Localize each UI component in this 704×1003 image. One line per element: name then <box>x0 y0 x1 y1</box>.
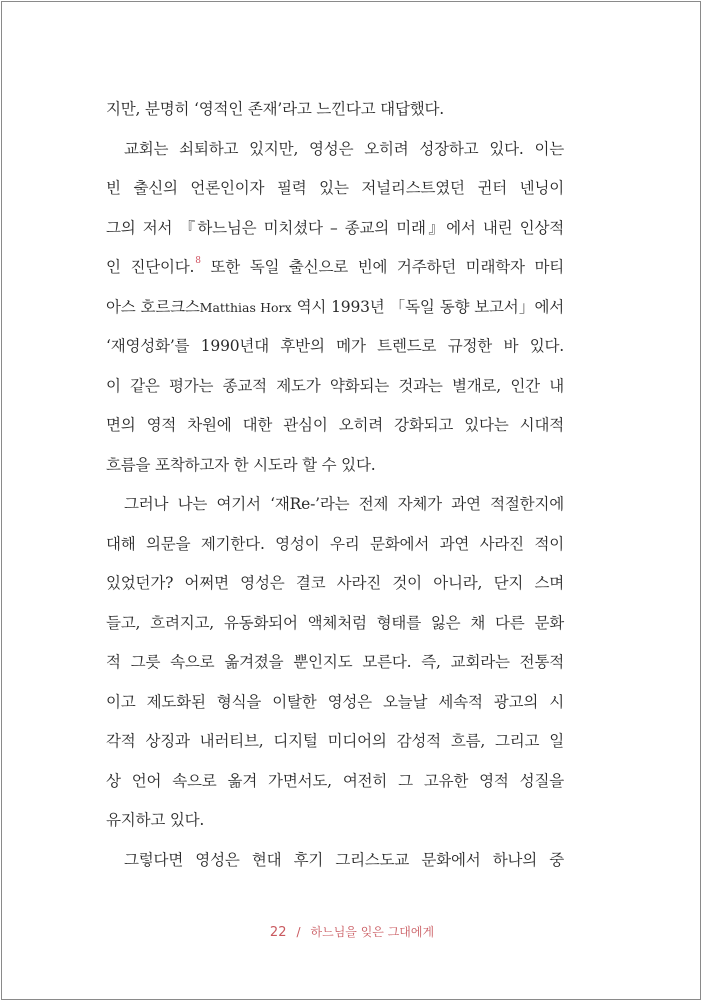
page-number: 22 <box>269 925 287 940</box>
text-line: 상 언어 속으로 옮겨 가면서도, 여전히 그 고유한 영적 성질을 <box>106 771 564 790</box>
text-segment: 역시 1993년 「독일 동향 보고서」에서 <box>291 297 564 316</box>
text-line <box>106 288 564 328</box>
text-line: 적 그릇 속으로 옮겨졌을 뿐인지도 모른다. 즉, 교회라는 전통적 <box>106 653 564 671</box>
text-line: 그의 저서 『하느님은 미치셨다 – 종교의 미래』에서 내린 인상적 <box>106 218 564 237</box>
text-segment: 인 진단이다. <box>106 258 195 276</box>
text-line: 지만, 분명히 ‘영적인 존재’라고 느낀다고 대답했다. <box>106 100 445 118</box>
text-line: 대해 의문을 제기한다. 영성이 우리 문화에서 과연 사라진 적이 <box>106 534 564 553</box>
text-line: 그렇다면 영성은 현대 후기 그리스도교 문화에서 하나의 중 <box>124 850 564 869</box>
text-line: 이 같은 평가는 종교적 제도가 약화되는 것과는 별개로, 인간 내 <box>106 376 564 395</box>
text-line: 빈 출신의 언론인이자 필력 있는 저널리스트였던 귄터 넨닝이 <box>106 179 564 197</box>
text-line: 그러나 나는 여기서 ‘재Re-’라는 전제 자체가 과연 적절한지에 <box>124 495 564 513</box>
text-line: 이고 제도화된 형식을 이탈한 영성은 오늘날 세속적 광고의 시 <box>106 692 564 711</box>
text-line: 교회는 쇠퇴하고 있지만, 영성은 오히려 성장하고 있다. 이는 <box>124 139 564 158</box>
text-segment: 또한 독일 출신으로 빈에 거주하던 미래학자 마티 <box>200 258 564 276</box>
text-segment: 아스 호르크스 <box>106 297 200 316</box>
text-line: 유지하고 있다. <box>106 811 205 829</box>
text-line: ‘재영성화’를 1990년대 후반의 메가 트렌드로 규정한 바 있다. <box>106 337 564 355</box>
text-line: 각적 상징과 내러티브, 디지털 미디어의 감성적 흐름, 그리고 일 <box>106 732 564 750</box>
footnote-marker[interactable]: 8 <box>195 256 201 266</box>
book-title: 하느님을 잊은 그대에게 <box>310 925 435 939</box>
text-line: 흐름을 포착하고자 한 시도라 할 수 있다. <box>106 455 376 474</box>
text-line: 면의 영적 차원에 대한 관심이 오히려 강화되고 있다는 시대적 <box>106 416 564 434</box>
page-footer <box>0 923 704 940</box>
text-line <box>106 248 564 288</box>
body-text <box>106 90 564 880</box>
latin-name: Matthias Horx <box>199 299 292 315</box>
text-line: 있었던가? 어쩌면 영성은 결코 사라진 것이 아니라, 단지 스며 <box>106 574 564 592</box>
text-line: 들고, 흐려지고, 유동화되어 액체처럼 형태를 잃은 채 다른 문화 <box>106 613 564 632</box>
footer-separator: / <box>296 925 301 939</box>
